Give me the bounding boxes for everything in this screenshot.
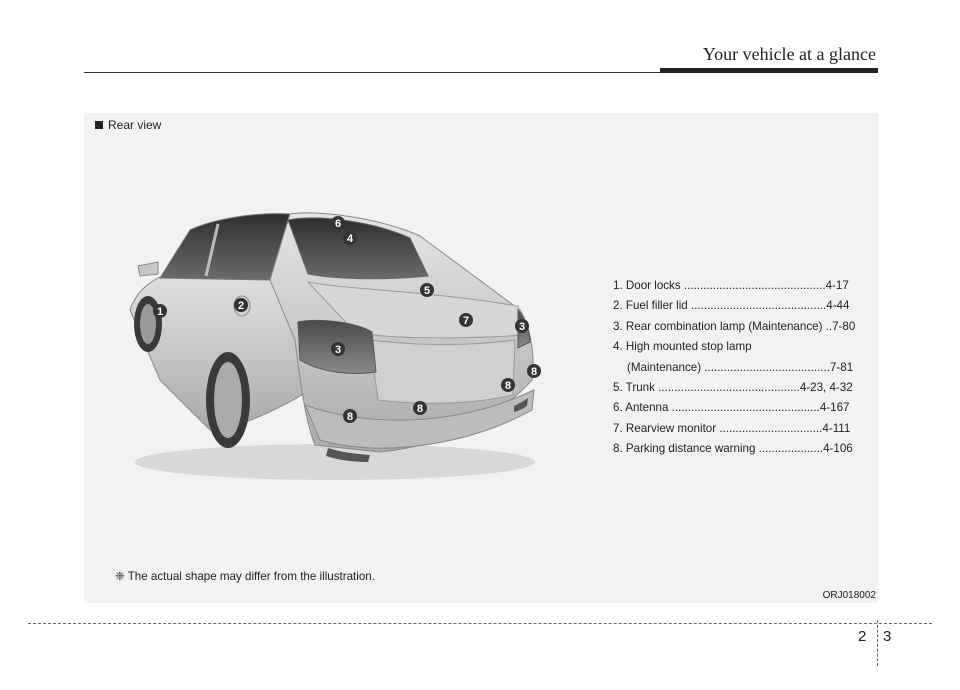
legend-item: 5. Trunk ............................................4-23, 4-32	[613, 381, 853, 395]
section-label-text: Rear view	[108, 118, 162, 132]
legend-item: 3. Rear combination lamp (Maintenance) ..7-80	[613, 319, 856, 333]
header-accent-bar	[660, 68, 878, 73]
svg-text:2: 2	[237, 300, 245, 312]
legend-item: 8. Parking distance warning ....................4-106	[613, 442, 853, 456]
section-label	[95, 118, 161, 132]
callout-marker-3-right	[515, 319, 529, 333]
car-rear-illustration	[120, 200, 550, 490]
svg-text:3: 3	[334, 344, 342, 356]
svg-text:1: 1	[156, 306, 164, 318]
callout-marker-7	[459, 313, 473, 327]
license-plate-area	[370, 340, 515, 403]
svg-text:5: 5	[423, 285, 431, 297]
callout-marker-1	[153, 304, 167, 318]
callout-marker-8-a	[343, 409, 357, 423]
footer-divider	[28, 623, 932, 624]
legend-item: 2. Fuel filler lid ..........................................4-44	[613, 299, 850, 313]
legend-item: 7. Rearview monitor ................................4-111	[613, 421, 851, 435]
chapter-number: 2	[858, 628, 867, 645]
page-number-separator	[877, 620, 878, 666]
callout-marker-5	[420, 283, 434, 297]
legend-item-continued: (Maintenance) .......................................7-81	[627, 360, 854, 374]
component-legend	[613, 276, 865, 460]
svg-text:3: 3	[518, 321, 526, 333]
rear-wheel-rim	[214, 362, 242, 438]
page-number: 3	[883, 628, 892, 645]
svg-text:6: 6	[334, 218, 342, 230]
svg-text:7: 7	[462, 315, 470, 327]
side-windows	[160, 214, 290, 280]
svg-text:8: 8	[346, 411, 354, 423]
square-bullet-icon	[95, 121, 103, 129]
side-mirror	[138, 262, 158, 276]
legend-item: 6. Antenna ..............................................4-167	[613, 401, 850, 415]
callout-marker-3-left	[331, 342, 345, 356]
callout-marker-8-b	[413, 401, 427, 415]
ground-shadow	[135, 444, 535, 480]
svg-text:4: 4	[346, 233, 354, 245]
rear-window	[288, 218, 428, 279]
svg-text:8: 8	[530, 366, 538, 378]
page-header-title: Your vehicle at a glance	[702, 44, 876, 64]
svg-text:8: 8	[416, 403, 424, 415]
image-code: ORJ018002	[822, 590, 876, 601]
svg-text:8: 8	[504, 380, 512, 392]
callout-marker-8-d	[527, 364, 541, 378]
callout-marker-8-c	[501, 378, 515, 392]
illustration-note: ❈ The actual shape may differ from the illustration.	[115, 570, 375, 583]
legend-item: 4. High mounted stop lamp	[613, 340, 752, 354]
legend-item: 1. Door locks ............................................4-17	[613, 279, 849, 292]
callout-marker-6	[331, 216, 345, 230]
callout-marker-4	[343, 231, 357, 245]
callout-marker-2	[234, 298, 248, 312]
